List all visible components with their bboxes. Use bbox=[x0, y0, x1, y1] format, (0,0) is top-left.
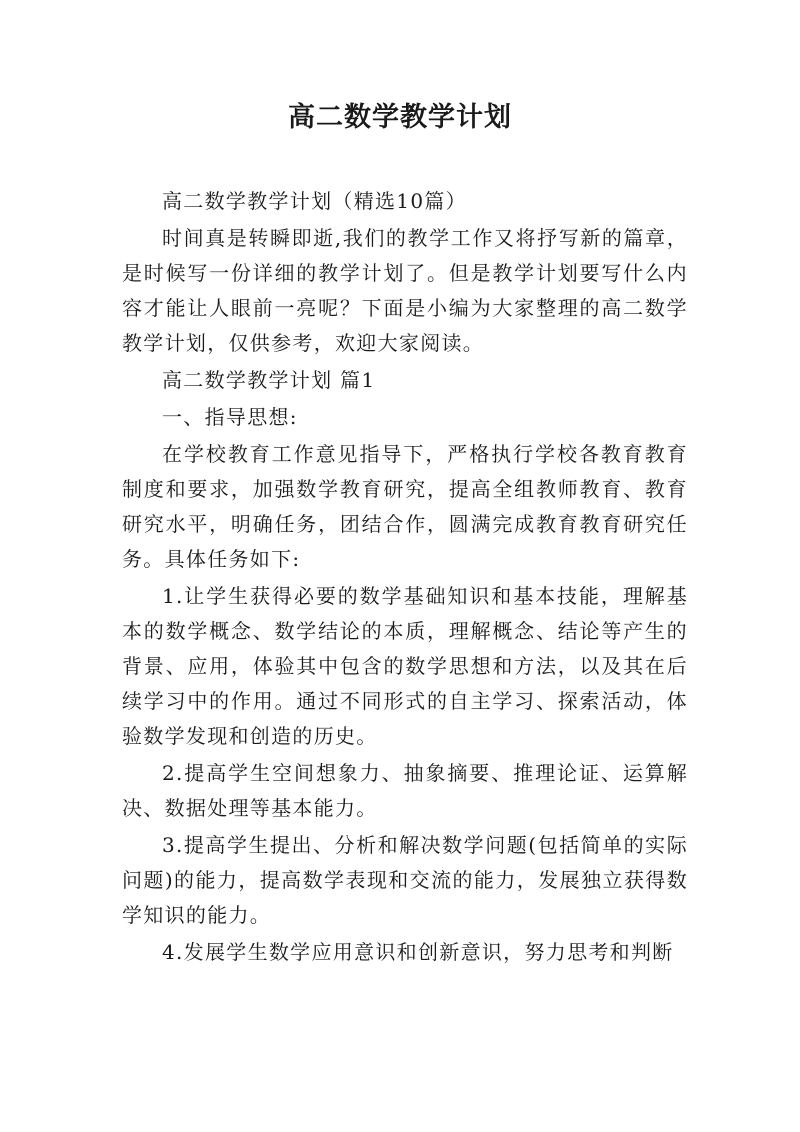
document-title: 高二数学教学计划 bbox=[288, 102, 512, 133]
paragraph-section-heading: 高二数学教学计划 篇1 bbox=[162, 368, 376, 392]
paragraph-item-4: 4.发展学生数学应用意识和创新意识，努力思考和判断 bbox=[162, 940, 674, 964]
paragraph-item-2: 2.提高学生空间想象力、抽象摘要、推理论证、运算解决、数据处理等基本能力。 bbox=[122, 761, 688, 820]
paragraph-item-3: 3.提高学生提出、分析和解决数学问题(包括简单的实际问题)的能力，提高数学表现和交流的能力，发展独立获得数学知识的能力。 bbox=[122, 833, 688, 927]
paragraph-intro: 时间真是转瞬即逝,我们的教学工作又将抒写新的篇章，是时候写一份详细的教学计划了。但是教学计划要写什么内容才能让人眼前一亮呢？下面是小编为大家整理的高二数学教学计划，仅供参考，欢迎大家阅读。 bbox=[122, 226, 688, 355]
paragraph-item-1: 1.让学生获得必要的数学基础知识和基本技能，理解基本的数学概念、数学结论的本质，理解概念、结论等产生的背景、应用，体验其中包含的数学思想和方法，以及其在后续学习中的作用。通过不同形式的自主学习、探索活动，体验数学发现和创造的历史。 bbox=[122, 584, 688, 748]
paragraph-guiding-body: 在学校教育工作意见指导下，严格执行学校各教育教育制度和要求，加强数学教育研究，提高全组教师教育、教育研究水平，明确任务，团结合作，圆满完成教育教育研究任务。具体任务如下: bbox=[122, 442, 688, 571]
document-body bbox=[122, 184, 688, 972]
paragraph-guiding-heading: 一、指导思想: bbox=[162, 405, 298, 429]
paragraph-subtitle: 高二数学教学计划（精选10篇） bbox=[162, 189, 467, 213]
